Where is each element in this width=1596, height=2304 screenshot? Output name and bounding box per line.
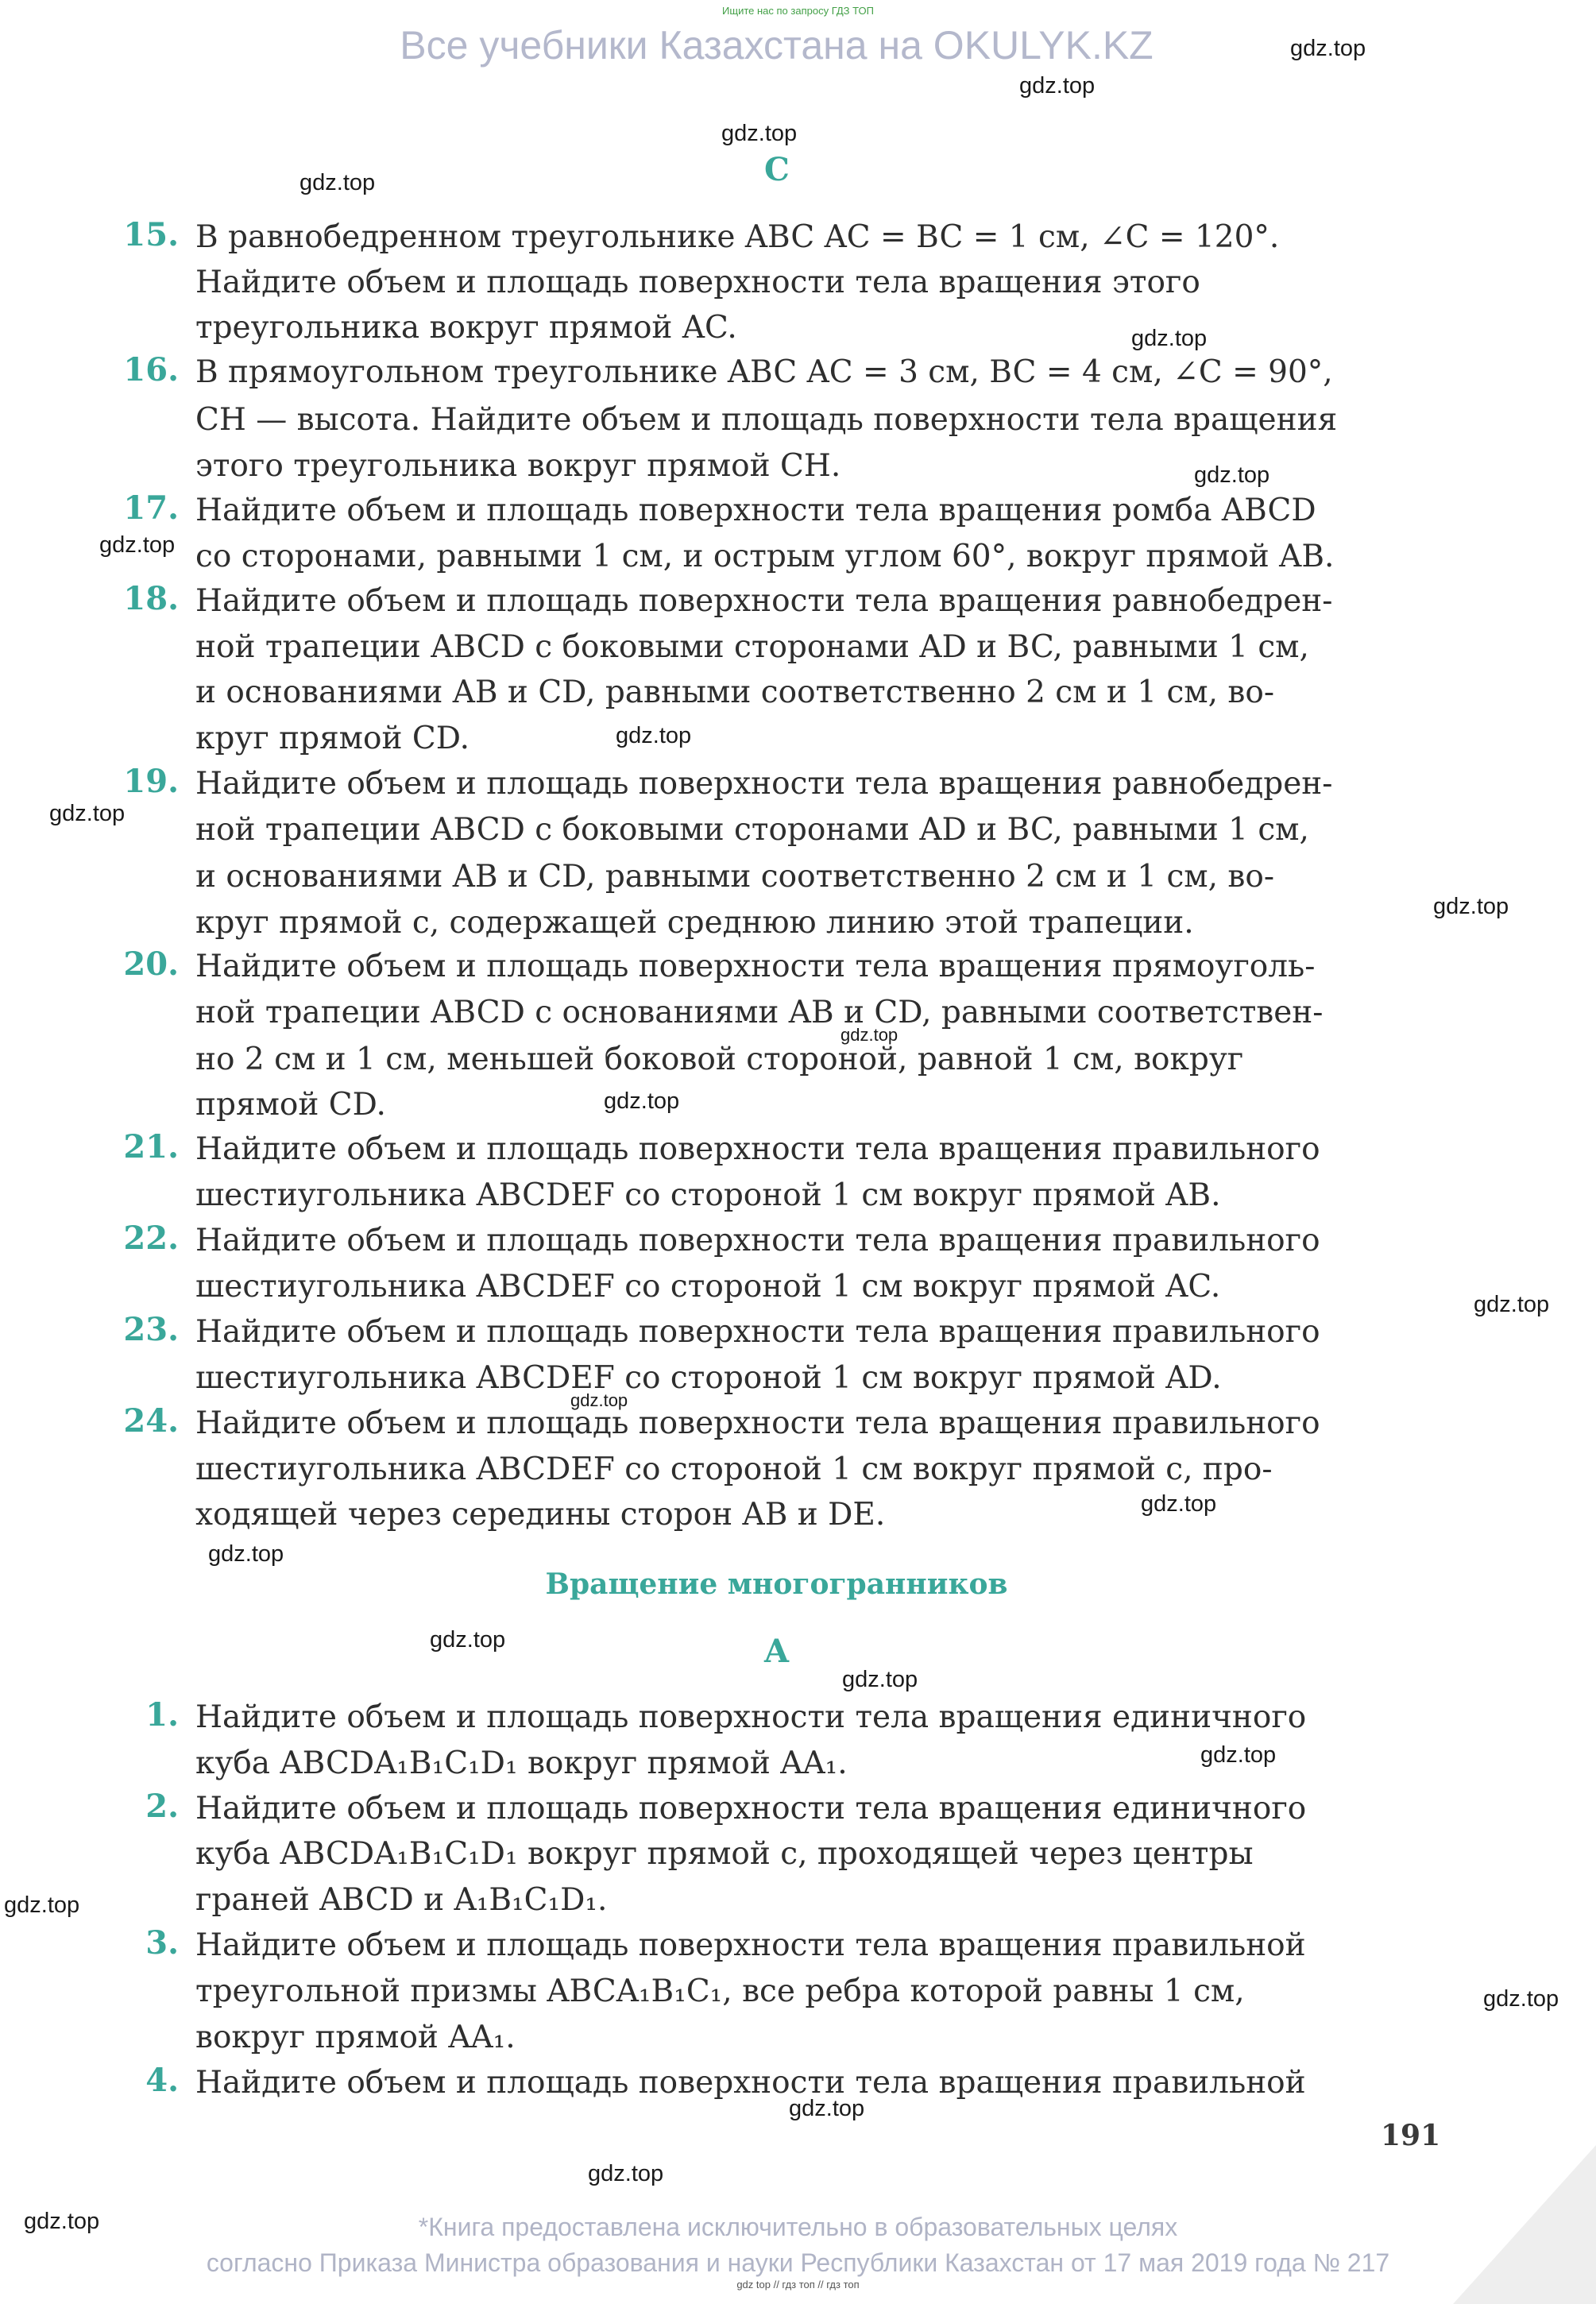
problem-line: круг прямой CD.: [195, 721, 470, 756]
problem-line: граней ABCD и A₁B₁C₁D₁.: [195, 1882, 608, 1918]
problem-number: 4.: [145, 2062, 179, 2099]
problem-line: со сторонами, равными 1 см, и острым углом 60°, вокруг прямой AB.: [195, 539, 1335, 574]
problem-line: Найдите объем и площадь поверхности тела вращения правильного: [195, 1405, 1320, 1441]
watermark: gdz.top: [604, 1088, 680, 1114]
problem-line: ной трапеции ABCD с боковыми сторонами AD и BC, равными 1 см,: [195, 812, 1309, 848]
watermark: gdz.top: [1141, 1491, 1217, 1517]
problem-line: CH — высота. Найдите объем и площадь поверхности тела вращения: [195, 402, 1338, 438]
watermark: gdz.top: [1290, 36, 1366, 61]
watermark: gdz.top: [430, 1627, 506, 1653]
problem-line: Найдите объем и площадь поверхности тела вращения единичного: [195, 1791, 1307, 1827]
problem-line: Найдите объем и площадь поверхности тела вращения правильного: [195, 1131, 1320, 1167]
problem-line: шестиугольника ABCDEF со стороной 1 см вокруг прямой AB.: [195, 1177, 1221, 1213]
watermark: gdz.top: [1200, 1742, 1277, 1768]
section-letter-a: A: [764, 1633, 790, 1670]
watermark: gdz.top: [24, 2209, 100, 2234]
problem-line: Найдите объем и площадь поверхности тела вращения этого: [195, 265, 1200, 300]
watermark: gdz.top: [1433, 894, 1509, 919]
watermark: gdz.top: [570, 1390, 628, 1410]
problem-line: этого треугольника вокруг прямой CH.: [195, 448, 841, 484]
watermark: gdz.top: [99, 532, 176, 558]
problem-line: но 2 см и 1 см, меньшей боковой стороной, равной 1 см, вокруг: [195, 1042, 1244, 1077]
bottom-links[interactable]: gdz top // гдз топ // гдз топ: [736, 2279, 860, 2290]
watermark: gdz.top: [299, 170, 376, 195]
watermark: gdz.top: [588, 2161, 664, 2186]
problem-number: 3.: [145, 1924, 179, 1962]
problem-line: шестиугольника ABCDEF со стороной 1 см вокруг прямой c, про-: [195, 1452, 1273, 1487]
problem-number: 19.: [123, 763, 179, 800]
problem-line: В равнобедренном треугольнике ABC AC = BC = 1 см, ∠C = 120°.: [195, 219, 1280, 255]
problem-number: 22.: [123, 1220, 179, 1257]
watermark: gdz.top: [789, 2096, 865, 2121]
footer-line: *Книга предоставлена исключительно в образовательных целях: [418, 2213, 1178, 2241]
problem-line: Найдите объем и площадь поверхности тела вращения правильного: [195, 1223, 1320, 1258]
watermark: gdz.top: [1474, 1292, 1550, 1317]
watermark: gdz.top: [1131, 326, 1208, 351]
problem-number: 20.: [123, 945, 179, 983]
problem-line: Найдите объем и площадь поверхности тела вращения ромба ABCD: [195, 493, 1316, 528]
problem-line: куба ABCDA₁B₁C₁D₁ вокруг прямой c, проходящей через центры: [195, 1836, 1254, 1872]
watermark: gdz.top: [49, 801, 126, 826]
problem-number: 17.: [123, 489, 179, 527]
problem-line: круг прямой c, содержащей среднюю линию этой трапеции.: [195, 905, 1194, 941]
watermark: gdz.top: [842, 1667, 918, 1692]
problem-number: 21.: [123, 1128, 179, 1166]
watermark: gdz.top: [4, 1892, 80, 1918]
watermark: gdz.top: [1483, 1986, 1559, 2012]
problem-line: ной трапеции ABCD с боковыми сторонами AD и BC, равными 1 см,: [195, 629, 1309, 665]
problem-number: 16.: [123, 351, 179, 389]
problem-line: Найдите объем и площадь поверхности тела вращения единичного: [195, 1699, 1307, 1735]
problem-number: 15.: [123, 216, 179, 253]
section-title: Вращение многогранников: [545, 1568, 1008, 1601]
problem-line: Найдите объем и площадь поверхности тела вращения правильной: [195, 1927, 1306, 1963]
problem-line: и основаниями AB и CD, равными соответственно 2 см и 1 см, во-: [195, 859, 1275, 895]
problem-line: В прямоугольном треугольнике ABC AC = 3 см, BC = 4 см, ∠C = 90°,: [195, 354, 1333, 390]
search-hint: Ищите нас по запросу ГДЗ ТОП: [722, 5, 874, 17]
problem-line: Найдите объем и площадь поверхности тела вращения правильного: [195, 1314, 1320, 1350]
watermark: gdz.top: [1019, 73, 1096, 99]
problem-line: прямой CD.: [195, 1087, 386, 1123]
problem-number: 23.: [123, 1311, 179, 1348]
problem-line: вокруг прямой AA₁.: [195, 2020, 516, 2055]
problem-line: куба ABCDA₁B₁C₁D₁ вокруг прямой AA₁.: [195, 1745, 848, 1781]
problem-line: ходящей через середины сторон AB и DE.: [195, 1497, 886, 1533]
problem-number: 2.: [145, 1788, 179, 1825]
problem-line: треугольника вокруг прямой AC.: [195, 310, 737, 346]
watermark: gdz.top: [721, 121, 798, 146]
footer-line: согласно Приказа Министра образования и науки Республики Казахстан от 17 мая 2019 года № 217: [206, 2248, 1390, 2277]
problem-line: Найдите объем и площадь поверхности тела вращения равнобедрен-: [195, 766, 1333, 802]
problem-line: шестиугольника ABCDEF со стороной 1 см вокруг прямой AC.: [195, 1269, 1221, 1305]
page-number: 191: [1381, 2119, 1441, 2152]
problem-line: Найдите объем и площадь поверхности тела вращения прямоуголь-: [195, 949, 1316, 984]
problem-line: Найдите объем и площадь поверхности тела вращения равнобедрен-: [195, 583, 1333, 619]
problem-number: 18.: [123, 580, 179, 617]
problem-line: ной трапеции ABCD с основаниями AB и CD, равными соответствен-: [195, 995, 1324, 1030]
section-letter-c: C: [764, 151, 790, 188]
watermark: gdz.top: [616, 723, 692, 748]
site-banner[interactable]: Все учебники Казахстана на OKULYK.KZ: [400, 23, 1154, 68]
problem-line: и основаниями AB и CD, равными соответственно 2 см и 1 см, во-: [195, 675, 1275, 710]
problem-number: 1.: [145, 1696, 179, 1734]
problem-line: треугольной призмы ABCA₁B₁C₁, все ребра которой равны 1 см,: [195, 1973, 1245, 2009]
watermark: gdz.top: [208, 1541, 284, 1567]
problem-line: шестиугольника ABCDEF со стороной 1 см вокруг прямой AD.: [195, 1360, 1222, 1396]
problem-line: Найдите объем и площадь поверхности тела вращения правильной: [195, 2065, 1306, 2101]
problem-number: 24.: [123, 1402, 179, 1440]
watermark: gdz.top: [841, 1025, 898, 1045]
watermark: gdz.top: [1194, 462, 1270, 488]
